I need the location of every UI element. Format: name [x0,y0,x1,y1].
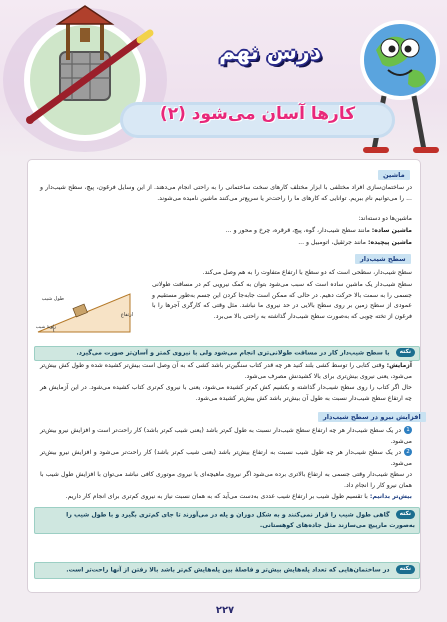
more-to-know-label: بیش‌تر بدانیم: [369,493,412,500]
globe-mascot-illustration [354,0,447,170]
note-tag: نکته [396,565,415,574]
experiment-paragraph-1 [40,361,412,382]
complex-machine-text: مانند جرثقیل، اتومبیل و ... [298,239,366,246]
item-number-1: 1 [404,426,412,434]
more-to-know [40,492,412,503]
incline-paragraph: سطح شیب‌دار یک ماشین ساده است که سبب می‌شود بتوان به کمک نیرویی کم در مسافت طولانی جسمی را به سمت بالا حرکت دهیم. در حالی که ممکن است جابه‌جا کردن این جسم به‌طور مستقیم و عمودی از سطح زمین بر روی سطح بالایی در حد نیروی ما نباشد. مثل وقتی که کارگری آجرها را با فرغون از تخته چوبی که به‌صورت سطح شیب‌دار گذاشته به راحتی بالا می‌برد. [152,281,412,320]
simple-machine-label: ماشین ساده: [371,227,412,234]
note-tag: نکته [396,510,415,519]
simple-machine-line [40,226,412,237]
incline-height-label: ارتفاع [120,312,133,318]
page-number: ۲۲۷ [215,605,235,616]
note-stairs [34,562,420,579]
complex-machine-line [40,238,412,249]
increase-item-1 [40,426,412,447]
simple-machine-text: مانند سطح شیب‌دار، گوه، پیچ، قرقره، چرخ و محور و ... [225,227,370,234]
increase-item-2-text: در یک سطح شیب‌دار هر چه طول شیب نسبت به ارتفاع بیش‌تر باشد (یعنی شیب کم‌تر باشد) کار راحت‌تر می‌شود و افزایش نیرو بیش‌تر می‌شود. [40,449,412,467]
item-number-2: 2 [404,448,412,456]
lesson-title: درس نهم [218,40,321,65]
section-heading-incline: سطح شیب‌دار [355,254,411,264]
increase-paragraph: در سطح شیب‌دار وقتی جسمی به ارتفاع بالاتری برده می‌شود اگر نیروی ماهیچه‌ای یا نیروی موتوری کافی نباشد می‌توان با افزایش طول شیب با همان نیرو کار را انجام داد. [40,471,412,489]
lesson-subtitle: کارها آسان می‌شود (۲) [159,104,356,124]
more-to-know-text: با تقسیم طول شیب بر ارتفاع شیب عددی به‌دست می‌آید که به همان نسبت نیاز به نیروی کم‌تری برای انجام کار داریم. [65,493,368,500]
complex-machine-label: ماشین پیچیده: [367,239,412,246]
note-tag: نکته [396,348,415,357]
incline-length-label: طول شیب [41,296,64,302]
section-heading-increase: افزایش نیرو در سطح شیب‌دار [318,412,426,422]
incline-definition: سطح شیب‌دار، سطحی است که دو سطح با ارتفاع متفاوت را به هم وصل می‌کند. [202,269,412,276]
note-spiral-road [34,507,420,534]
note-spiral-road-text: گاهی طول شیب را قرار نمی‌کنند و به شکل دوران و پله در می‌آورند تا جای کم‌تری بگیرد و با طول شیب را به‌صورت مارپیچ می‌سازند مثل جاده‌های کوهستانی. [66,511,415,529]
increase-item-2 [40,448,412,469]
machine-paragraph: در ساختمان‌سازی افراد مختلفی با ابزار مختلف کارهای سخت ساختمانی را به راحتی انجام می‌دهند. از این وسایل فرغون، پیچ، سطح شیب‌دار و ... را می‌توانیم نام ببریم. توانایی که کارهای ما را راحت‌تر یا سریع‌تر می‌کنند ماشین نامیده می‌شوند. [40,184,412,202]
experiment-label: آزمایش: [386,362,412,369]
note-incline [34,346,420,361]
section-heading-machine: ماشین [378,170,410,180]
experiment-paragraph-2: حال اگر کتاب را روی سطح شیب‌دار گذاشته و بکشیم کش کم‌تر کشیده می‌شود، یعنی با نیروی کم‌تری کتاب کشیده می‌شود. در این آزمایش هر چه ارتفاع سطح شیب‌دار نسبت به طول آن بیش‌تر باشد کش بیش‌تر کشیده می‌شود. [40,384,412,402]
experiment-text-1: وقتی کتابی را توسط کشی بلند کنید هر چه قدر کتاب سنگین‌تر باشد کشی که به آن وصل است بیش‌تر کشیده شده و طول کش بیش‌تر می‌شود، یعنی نیروی بیش‌تری برای بالا کشیدنش مصرف می‌شود. [40,362,412,380]
machine-types-intro: ماشین‌ها دو دسته‌اند: [358,215,412,222]
note-stairs-text: در ساختمان‌هایی که تعداد پله‌هایش بیش‌تر و فاصلهٔ بین پله‌هایش کم‌تر باشد بالا رفتن از آنها راحت‌تر است. [66,566,390,574]
note-incline-text: با سطح شیب‌دار کار در مسافت طولانی‌تری انجام می‌شود ولی با نیروی کمتر و آسان‌تر صورت می‌گیرد. [76,349,390,357]
inclined-plane-diagram [34,288,144,338]
incline-angle-label: زاویهٔ شیب [35,325,56,330]
increase-item-1-text: در یک سطح شیب‌دار هر چه ارتفاع سطح شیب‌دار نسبت به طول کم‌تر باشد (یعنی شیب کم‌تر باشد) کار راحت‌تر است و افزایش نیرو بیش‌تر می‌شود. [40,427,412,445]
